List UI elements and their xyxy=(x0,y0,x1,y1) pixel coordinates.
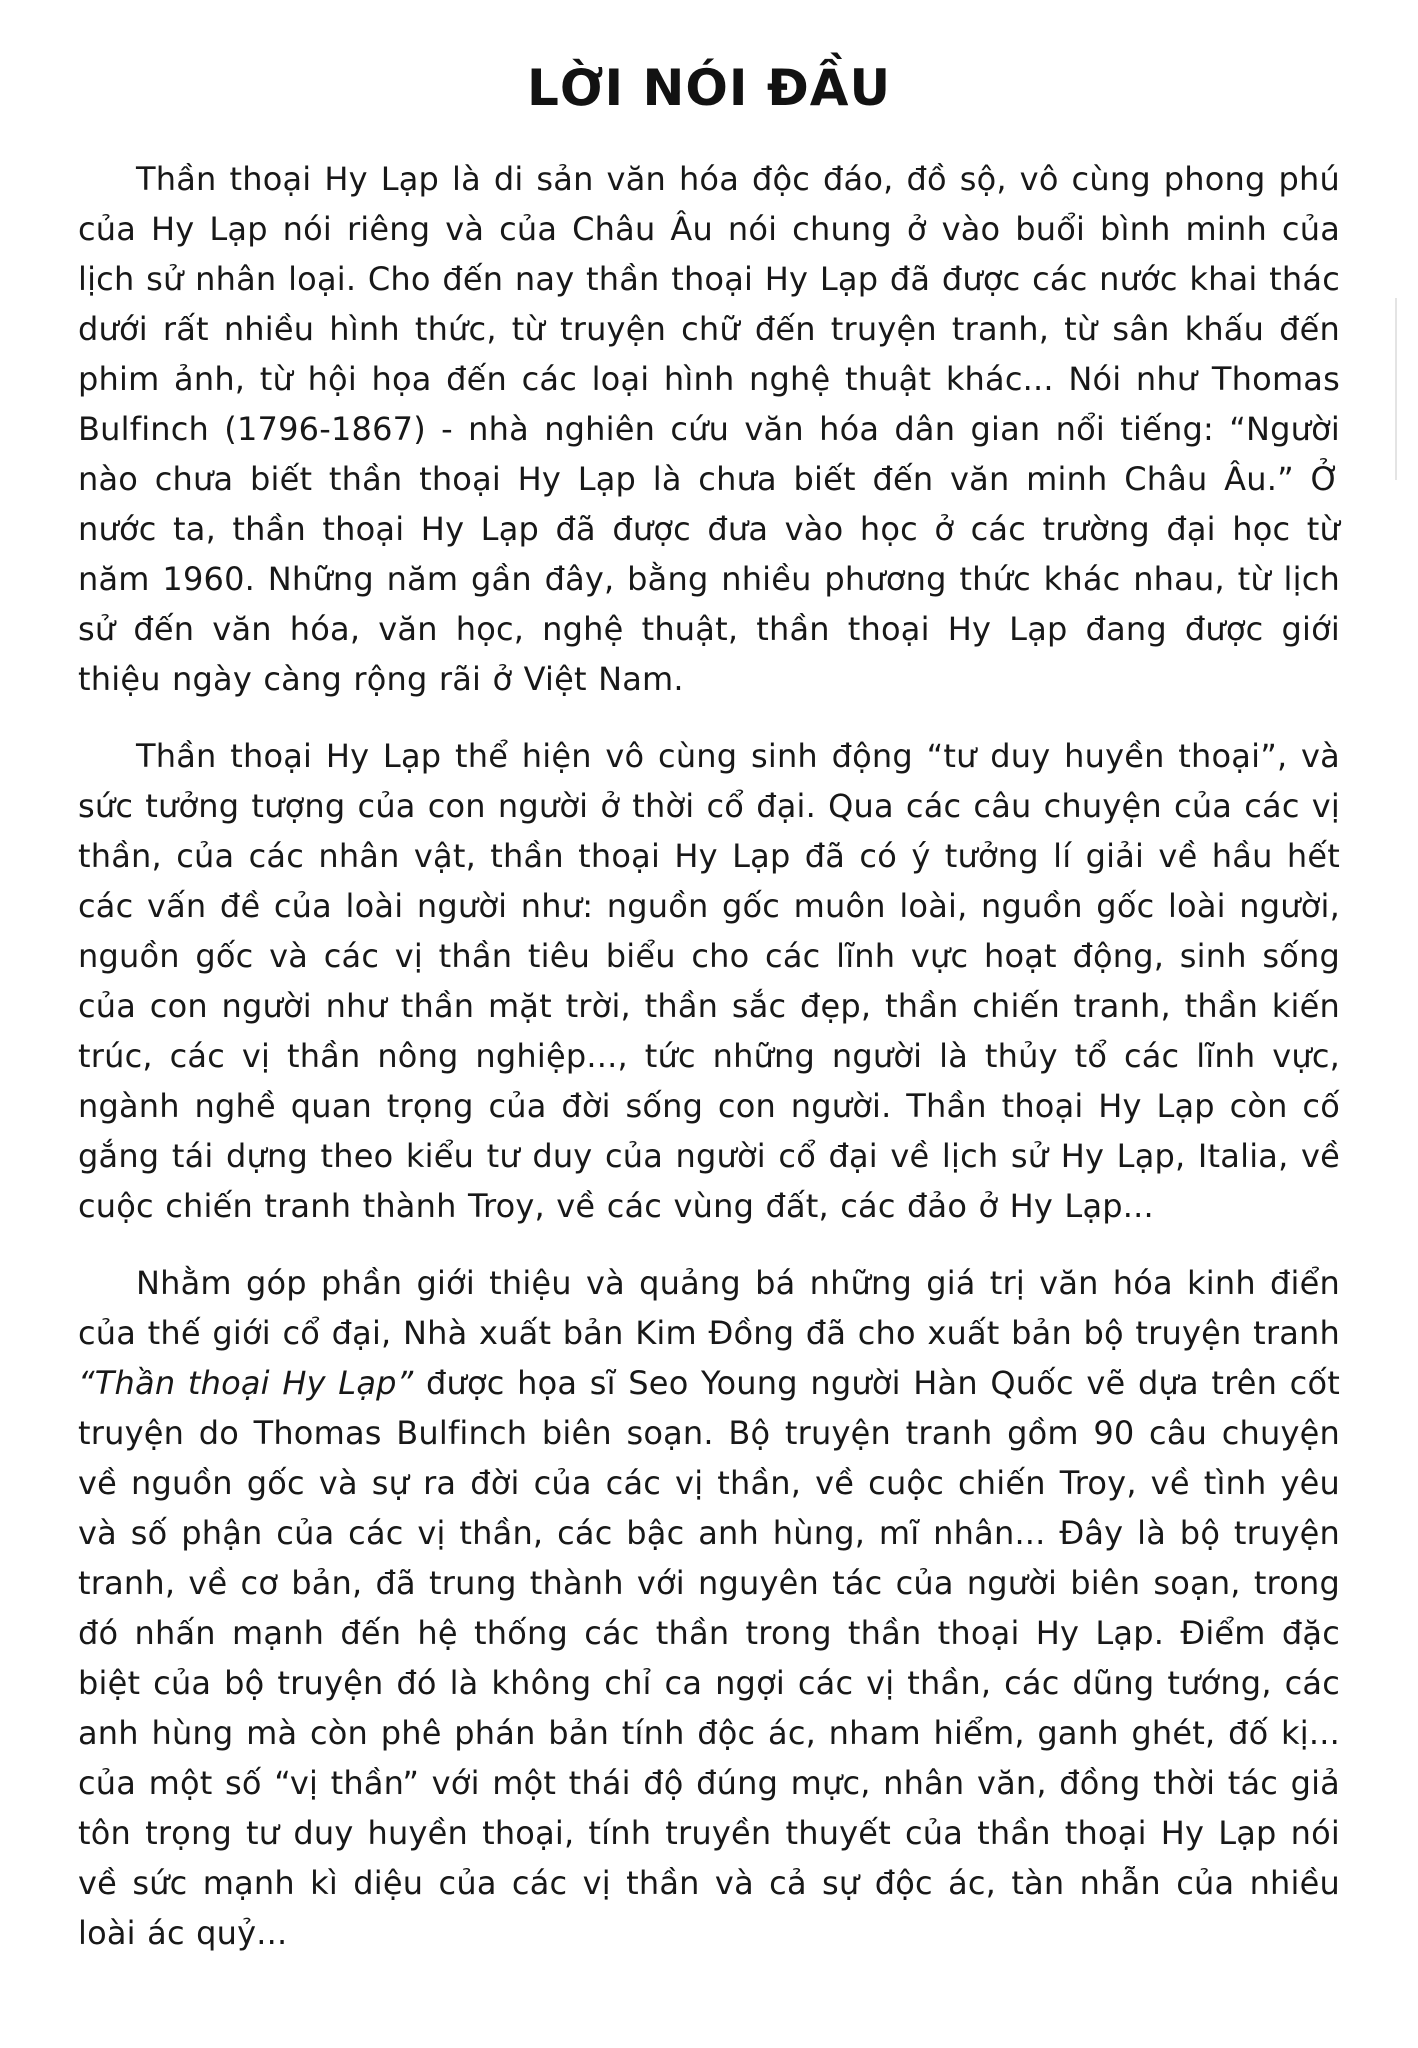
paragraph-3 xyxy=(78,1258,1340,1958)
paragraph-3-text: Nhằm góp phần giới thiệu và quảng bá những giá trị văn hóa kinh điển của thế giới cổ đại, Nhà xuất bản Kim Đồng đã cho xuất bản bộ truyện tranh xyxy=(78,1264,1340,1352)
page-title: LỜI NÓI ĐẦU xyxy=(526,59,892,117)
paragraph-1: Thần thoại Hy Lạp là di sản văn hóa độc đáo, đồ sộ, vô cùng phong phú của Hy Lạp nói riêng và của Châu Âu nói chung ở vào buổi bình minh của lịch sử nhân loại. Cho đến nay thần thoại Hy Lạp đã được các nước khai thác dưới rất nhiều hình thức, từ truyện chữ đến truyện tranh, từ sân khấu đến phim ảnh, từ hội họa đến các loại hình nghệ thuật khác... Nói như Thomas Bulfinch (1796-1867) - nhà nghiên cứu văn hóa dân gian nổi tiếng: “Người nào chưa biết thần thoại Hy Lạp là chưa biết đến văn minh Châu Âu.” Ở nước ta, thần thoại Hy Lạp đã được đưa vào học ở các trường đại học từ năm 1960. Những năm gần đây, bằng nhiều phương thức khác nhau, từ lịch sử đến văn hóa, văn học, nghệ thuật, thần thoại Hy Lạp đang được giới thiệu ngày càng rộng rãi ở Việt Nam. xyxy=(78,160,1340,698)
scan-artifact-line xyxy=(1395,298,1397,480)
paragraph-3-text-continued: được họa sĩ Seo Young người Hàn Quốc vẽ dựa trên cốt truyện do Thomas Bulfinch biên soạn. Bộ truyện tranh gồm 90 câu chuyện về nguồn gốc và sự ra đời của các vị thần, về cuộc chiến Troy, về tình yêu và số phận của các vị thần, các bậc anh hùng, mĩ nhân... Đây là bộ truyện tranh, về cơ bản, đã trung thành với nguyên tác của người biên soạn, trong đó nhấn mạnh đến hệ thống các thần trong thần thoại Hy Lạp. Điểm đặc biệt của bộ truyện đó là không chỉ ca ngợi các vị thần, các dũng tướng, các anh hùng mà còn phê phán bản tính độc ác, nham hiểm, ganh ghét, đố kị... của một số “vị thần” với một thái độ đúng mực, nhân văn, đồng thời tác giả tôn trọng tư duy huyền thoại, tính truyền thuyết của thần thoại Hy Lạp nói về sức mạnh kì diệu của các vị thần và cả sự độc ác, tàn nhẫn của nhiều loài ác quỷ... xyxy=(78,1364,1340,1952)
paragraph-2: Thần thoại Hy Lạp thể hiện vô cùng sinh động “tư duy huyền thoại”, và sức tưởng tượng của con người ở thời cổ đại. Qua các câu chuyện của các vị thần, của các nhân vật, thần thoại Hy Lạp đã có ý tưởng lí giải về hầu hết các vấn đề của loài người như: nguồn gốc muôn loài, nguồn gốc loài người, nguồn gốc và các vị thần tiêu biểu cho các lĩnh vực hoạt động, sinh sống của con người như thần mặt trời, thần sắc đẹp, thần chiến tranh, thần kiến trúc, các vị thần nông nghiệp..., tức những người là thủy tổ các lĩnh vực, ngành nghề quan trọng của đời sống con người. Thần thoại Hy Lạp còn cố gắng tái dựng theo kiểu tư duy của người cổ đại về lịch sử Hy Lạp, Italia, về cuộc chiến tranh thành Troy, về các vùng đất, các đảo ở Hy Lạp... xyxy=(78,737,1340,1225)
preface-body xyxy=(78,154,1340,1958)
book-series-title: “Thần thoại Hy Lạp” xyxy=(78,1364,414,1402)
